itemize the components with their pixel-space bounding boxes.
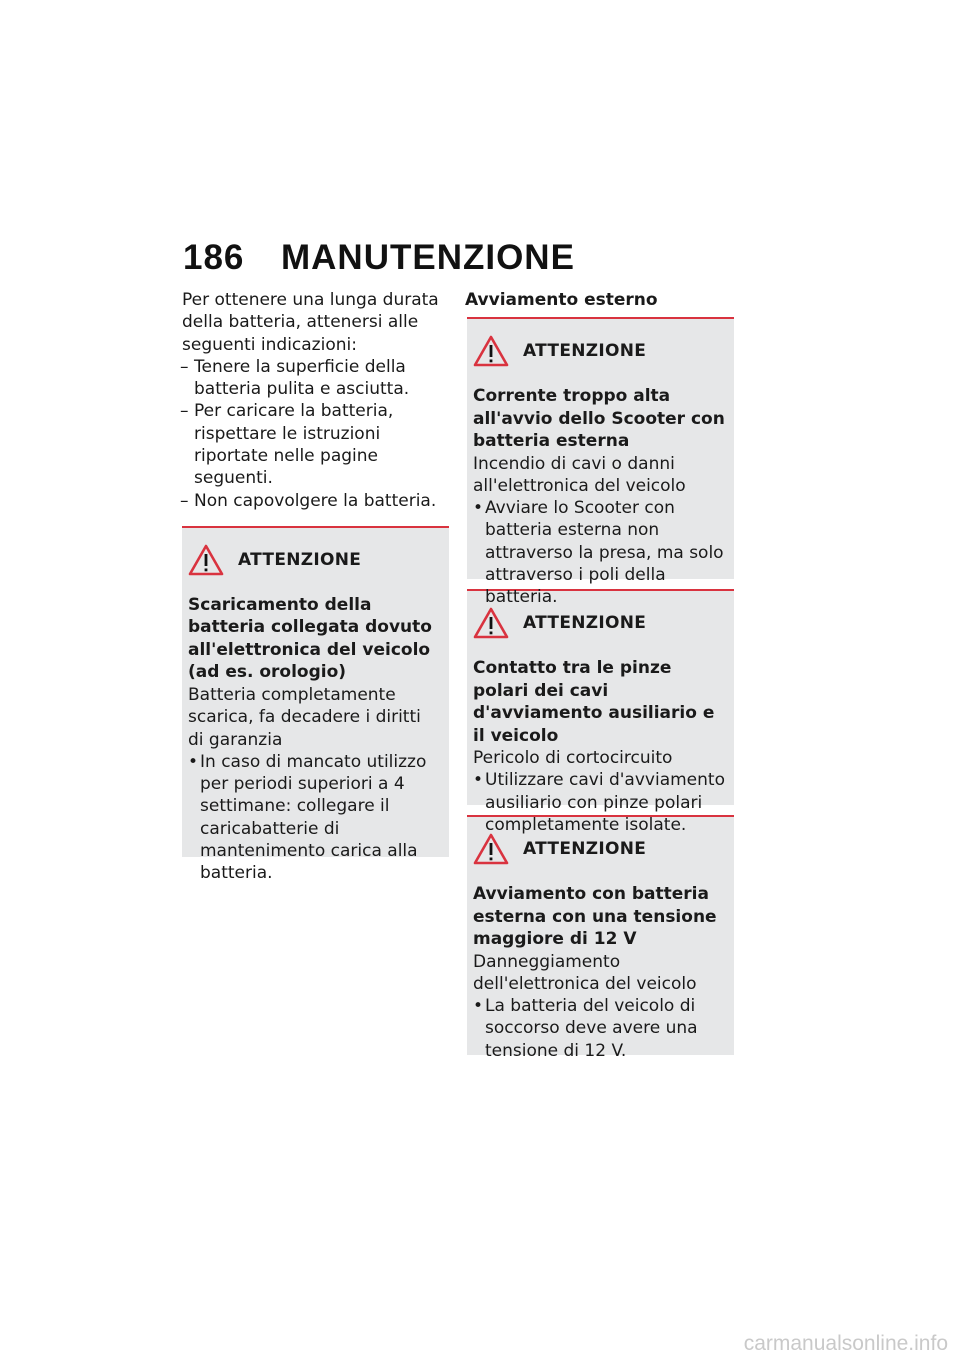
warning-label: ATTENZIONE — [238, 549, 362, 570]
warning-subject: Contatto tra le pinze polari dei cavi d'avviamento ausiliario e il veicolo — [473, 658, 715, 746]
warning-label: ATTENZIONE — [523, 613, 647, 633]
warning-consequence: Incendio di cavi o danni all'elettronica del veicolo — [473, 453, 686, 496]
section-title: Avviamento esterno — [465, 290, 658, 310]
list-item: • Avviare lo Scooter con batteria esterna non attraverso la presa, ma solo attraverso i poli della batteria. — [473, 497, 726, 608]
warning-measures — [473, 995, 726, 1062]
list-item: • La batteria del veicolo di soccorso deve avere una tensione di 12 V. — [473, 995, 726, 1062]
warning-consequence: Danneggiamento dell'elettronica del veicolo — [473, 951, 697, 994]
warning-box — [467, 317, 734, 608]
warning-box — [467, 589, 734, 835]
list-item: – Non capovolgere la batteria. — [182, 490, 449, 512]
warning-triangle-icon — [473, 607, 509, 639]
warning-triangle-icon — [188, 544, 224, 576]
warning-label: ATTENZIONE — [523, 341, 647, 361]
warning-measures — [473, 769, 726, 836]
warning-measures — [473, 497, 726, 608]
warning-consequence: Batteria completamente scarica, fa decadere i diritti di garanzia — [188, 684, 421, 750]
warning-label: ATTENZIONE — [523, 839, 647, 859]
warning-header — [473, 605, 726, 639]
warning-header — [473, 333, 726, 367]
warning-subject: Avviamento con batteria esterna con una tensione maggiore di 12 V — [473, 884, 717, 949]
chapter-title: MANUTENZIONE — [281, 238, 575, 277]
list-item: • Utilizzare cavi d'avviamento ausiliario con pinze polari completamente isolate. — [473, 769, 726, 836]
warning-consequence: Pericolo di cortocircuito — [473, 748, 673, 768]
list-item: – Per caricare la batteria, rispettare le istruzioni riportate nelle pagine seguenti. — [182, 400, 449, 489]
list-item: • In caso di mancato utilizzo per periodi superiori a 4 settimane: collegare il caricabatterie di mantenimento carica alla batteria. — [188, 751, 441, 885]
warning-triangle-icon — [473, 833, 509, 865]
page-header — [183, 238, 575, 278]
warning-box — [467, 815, 734, 1061]
warning-header — [188, 542, 441, 576]
warning-subject: Corrente troppo alta all'avvio dello Scooter con batteria esterna — [473, 386, 725, 451]
warning-measures — [188, 751, 441, 885]
intro-text: Per ottenere una lunga durata della batteria, attenersi alle seguenti indicazioni: — [182, 290, 439, 355]
warning-subject: Scaricamento della batteria collegata dovuto all'elettronica del veicolo (ad es. orologio) — [188, 594, 432, 683]
warning-triangle-icon — [473, 335, 509, 367]
instruction-list — [182, 356, 449, 512]
list-item: – Tenere la superficie della batteria pulita e asciutta. — [182, 356, 449, 401]
warning-box — [182, 526, 449, 884]
page-number: 186 — [183, 238, 245, 277]
left-column — [182, 289, 449, 884]
watermark: carmanualsonline.info — [743, 1332, 948, 1355]
right-column — [465, 289, 734, 1061]
